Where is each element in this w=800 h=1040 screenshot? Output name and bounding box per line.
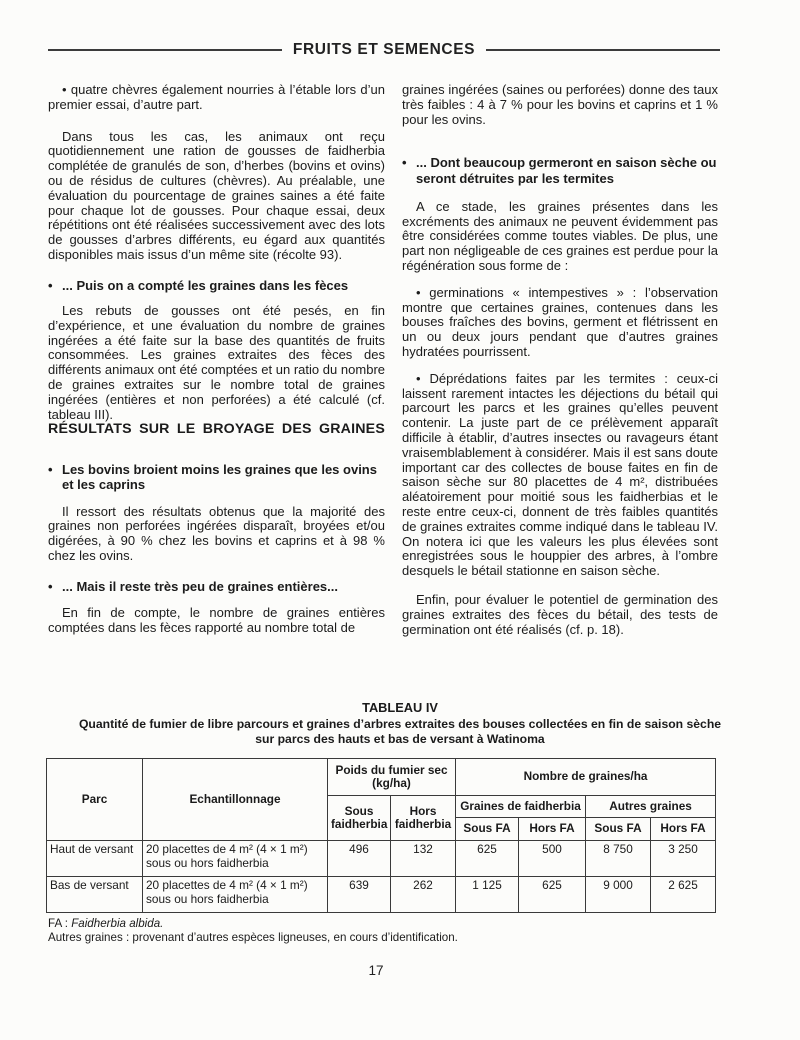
paragraph-goats: • quatre chèvres également nourries à l’étable lors d’un premier essai, d’autre part. xyxy=(48,82,385,112)
paragraph-fin-compte: En fin de compte, le nombre de graines entières comptées dans les fèces rapporté au nombre total de xyxy=(48,604,385,635)
subheading-feces-text: ... Puis on a compté les graines dans les fèces xyxy=(62,277,349,293)
footnote-fa xyxy=(48,917,718,931)
page-number: 17 xyxy=(368,963,384,978)
cell-graines-fa-hors: 625 xyxy=(519,877,586,913)
cell-echantillonnage: 20 placettes de 4 m² (4 × 1 m²) sous ou hors faidherbia xyxy=(143,877,328,913)
header-cell-hors-faidherbia: Hors faidherbia xyxy=(391,796,456,841)
subheading-bovins-text: Les bovins broient moins les graines que les ovins et les caprins xyxy=(62,462,377,493)
paragraph-stade: A ce stade, les graines présentes dans les excréments des animaux ne peuvent évidemment pas être considérées comme toutes viables. De plus, une part non négligeable de ces graines est perdue pour la régénération sous forme de : xyxy=(402,198,718,273)
paragraph-depredations: • Déprédations faites par les termites : ceux-ci laissent rarement intactes les déjections du bétail qui parcourt les parcs et les graines qu’elles peuvent contenir. La juste part de ce prélèvement apparaît difficile à établir, d’autres insectes ou ravageurs étant vraisemblablement à considérer. Mais il est sans doute important car des collectes de bouse faites en fin de saison sèche sur 80 placettes de 4 m², distribuées aléatoirement pour moitié sous les faidherbias et le reste entre ceux-ci, donnent de très faibles quantités de graines extraites comme indiqué dans le tableau IV. On notera ici que les valeurs les plus élevées sont enregistrées sous le houppier des arbres, à l’ombre desquels le bétail stationne en saison sèche. xyxy=(402,370,718,579)
cell-poids-hors: 262 xyxy=(391,877,456,913)
cell-parc: Haut de versant xyxy=(47,841,143,877)
cell-graines-fa-sous: 625 xyxy=(456,841,519,877)
table-caption-line1: Quantité de fumier de libre parcours et graines d’arbres extraites des bouses collectées en fin de saison sèche xyxy=(78,717,722,731)
table-title: TABLEAU IV xyxy=(362,700,438,715)
footnote-fa-species: Faidherbia albida. xyxy=(71,917,164,930)
subheading-feces xyxy=(48,278,385,293)
table-section xyxy=(0,700,800,913)
footnote-fa-label: FA : xyxy=(48,917,72,930)
header-cell-nombre-group: Nombre de graines/ha xyxy=(456,759,716,796)
cell-parc: Bas de versant xyxy=(47,877,143,913)
table-header-row-groups xyxy=(47,759,716,796)
subheading-dont xyxy=(402,155,718,185)
bullet-icon: • xyxy=(48,578,53,594)
subheading-bovins xyxy=(48,462,385,492)
subheading-dont-text: ... Dont beaucoup germeront en saison sèche ou seront détruites par les termites xyxy=(416,155,717,186)
bullet-icon: • xyxy=(402,155,407,171)
paragraph-germinations: • germinations « intempestives » : l’observation montre que certaines graines, contenues dans les bouses fraîches des bovins, germent et flétrissent en un ou deux jours pendant que d’autres graines hydratées pourrissent. xyxy=(402,284,718,359)
cell-poids-hors: 132 xyxy=(391,841,456,877)
subheading-mais-text: ... Mais il reste très peu de graines entières... xyxy=(62,578,339,594)
table-row-haut-de-versant xyxy=(47,841,716,877)
page-title: FRUITS ET SEMENCES xyxy=(292,41,476,58)
cell-graines-fa-sous: 1 125 xyxy=(456,877,519,913)
paragraph-ressort: Il ressort des résultats obtenus que la majorité des graines non perforées ingérées disparaît, broyées et/ou digérées, à 90 % chez les bovins et caprins et à 98 % chez les ovins. xyxy=(48,503,385,563)
cell-poids-sous: 639 xyxy=(328,877,391,913)
table-caption-line2: sur parcs des hauts et bas de versant à Watinoma xyxy=(255,732,545,746)
paragraph-taux: graines ingérées (saines ou perforées) donne des taux très faibles : 4 à 7 % pour les bovins et caprins et 1 % pour les ovins. xyxy=(402,82,718,127)
cell-echantillonnage: 20 placettes de 4 m² (4 × 1 m²) sous ou hors faidherbia xyxy=(143,841,328,877)
paragraph-rebuts: Les rebuts de gousses ont été pesés, en fin d’expérience, et une évaluation du nombre de graines ingérées a été faite sur la base des quantités de fruits consommées. Les graines extraites des fèces des différents animaux ont été comptées et un ratio du nombre de graines extraites sur le nombre total de graines ingérées (entières et non perforées) a été calculé (cf. tableau III). xyxy=(48,302,385,422)
cell-autres-sous: 8 750 xyxy=(586,841,651,877)
cell-graines-fa-hors: 500 xyxy=(519,841,586,877)
paragraph-ration: Dans tous les cas, les animaux ont reçu quotidiennement une ration de gousses de faidherbia complétée de granulés de son, d’herbes (bovins et ovins) ou de résidus de cultures (chèvres). Au préalable, une évaluation du pourcentage de graines saines a été faite pour chaque lot de gousses. Pour chaque essai, deux répétitions ont été réalisées successivement avec des lots de gousses d’arbres différents, eu égard aux quantités disponibles mais issus d’un même site (récolte 93). xyxy=(48,128,385,262)
cell-autres-sous: 9 000 xyxy=(586,877,651,913)
bullet-icon: • xyxy=(48,462,53,478)
header-cell-hors-fa-2: Hors FA xyxy=(651,818,716,841)
paragraph-tests-germination: Enfin, pour évaluer le potentiel de germination des graines extraites des fèces du bétail, des tests de germination ont été réalisés (cf. p. 18). xyxy=(402,591,718,637)
right-column xyxy=(402,81,718,695)
tableau-iv xyxy=(46,758,716,913)
header-cell-sous-faidherbia: Sous faidherbia xyxy=(328,796,391,841)
header-cell-hors-fa-1: Hors FA xyxy=(519,818,586,841)
table-caption xyxy=(0,717,800,747)
header-cell-sous-fa-1: Sous FA xyxy=(456,818,519,841)
footnote-autres-graines: Autres graines : provenant d’autres espèces ligneuses, en cours d’identification. xyxy=(48,931,458,944)
table-row-bas-de-versant xyxy=(47,877,716,913)
header-cell-autres-graines: Autres graines xyxy=(586,796,716,818)
cell-autres-hors: 3 250 xyxy=(651,841,716,877)
left-column xyxy=(48,81,385,695)
header-cell-poids-group: Poids du fumier sec (kg/ha) xyxy=(328,759,456,796)
bullet-icon: • xyxy=(48,277,53,293)
subheading-mais xyxy=(48,579,385,594)
article-body xyxy=(48,81,718,695)
header-rule-left xyxy=(48,49,282,51)
header-rule-right xyxy=(486,49,720,51)
page-header xyxy=(48,41,720,59)
cell-poids-sous: 496 xyxy=(328,841,391,877)
cell-autres-hors: 2 625 xyxy=(651,877,716,913)
header-cell-echantillonnage: Echantillonnage xyxy=(143,759,328,841)
header-cell-sous-fa-2: Sous FA xyxy=(586,818,651,841)
table-footnotes xyxy=(48,917,718,945)
section-heading-resultats: RÉSULTATS SUR LE BROYAGE DES GRAINES xyxy=(48,421,385,438)
header-cell-graines-faidherbia: Graines de faidherbia xyxy=(456,796,586,818)
header-cell-parc: Parc xyxy=(47,759,143,841)
